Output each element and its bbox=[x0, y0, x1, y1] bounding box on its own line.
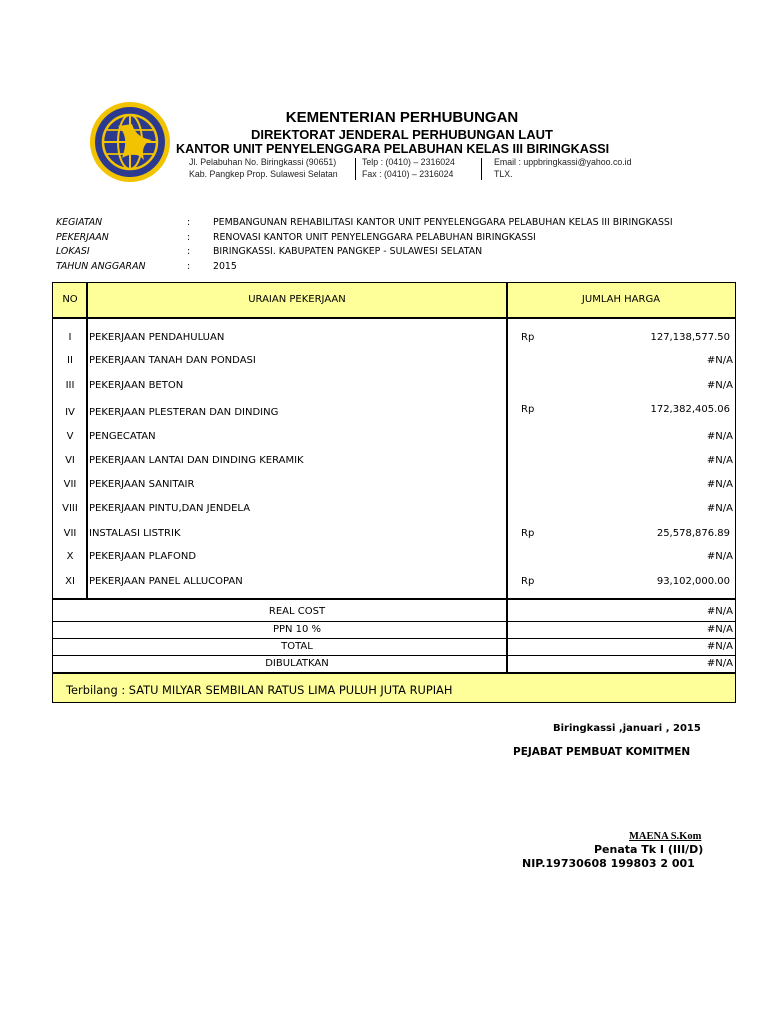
row-amount: #N/A bbox=[706, 380, 733, 391]
fax-text: Fax : (0410) – 2316024 bbox=[362, 169, 454, 179]
row-number: VII bbox=[63, 528, 77, 539]
signatory-rank: Penata Tk I (III/D) bbox=[594, 843, 704, 856]
info-label: LOKASI bbox=[56, 246, 90, 257]
row-description: PEKERJAAN PENDAHULUAN bbox=[89, 332, 225, 343]
info-value: 2015 bbox=[213, 261, 237, 272]
row-amount: #N/A bbox=[706, 551, 733, 562]
header-jumlah: JUMLAH HARGA bbox=[581, 294, 661, 305]
directorate-title: DIREKTORAT JENDERAL PERHUBUNGAN LAUT bbox=[251, 127, 553, 142]
row-number: II bbox=[67, 355, 73, 366]
row-number: I bbox=[68, 332, 72, 343]
row-currency: Rp bbox=[521, 404, 535, 415]
row-divider bbox=[52, 621, 736, 622]
column-divider bbox=[86, 283, 88, 598]
office-title: KANTOR UNIT PENYELENGGARA PELABUHAN KELAS III BIRINGKASSI bbox=[176, 142, 610, 156]
ministry-title: KEMENTERIAN PERHUBUNGAN bbox=[285, 109, 519, 126]
row-amount: 172,382,405.06 bbox=[650, 404, 730, 415]
row-amount: 93,102,000.00 bbox=[656, 576, 730, 587]
row-amount: #N/A bbox=[706, 355, 733, 366]
telp-text: Telp : (0410) – 2316024 bbox=[362, 157, 455, 167]
summary-amount: #N/A bbox=[706, 624, 733, 635]
row-amount: #N/A bbox=[706, 479, 733, 490]
summary-label: PPN 10 % bbox=[272, 624, 322, 635]
summary-label: TOTAL bbox=[281, 641, 313, 652]
row-description: PEKERJAAN BETON bbox=[89, 380, 184, 391]
row-number: V bbox=[66, 431, 74, 442]
signatory-nip: NIP.19730608 199803 2 001 bbox=[522, 857, 695, 870]
row-description: PEKERJAAN LANTAI DAN DINDING KERAMIK bbox=[89, 455, 304, 466]
info-separator: : bbox=[187, 232, 191, 243]
row-amount: #N/A bbox=[706, 431, 733, 442]
info-label: TAHUN ANGGARAN bbox=[56, 261, 146, 272]
row-number: VI bbox=[65, 455, 75, 466]
row-amount: #N/A bbox=[706, 503, 733, 514]
row-description: PENGECATAN bbox=[89, 431, 156, 442]
row-number: III bbox=[65, 380, 75, 391]
email-text: Email : uppbringkassi@yahoo.co.id bbox=[494, 157, 632, 167]
row-description: PEKERJAAN PLESTERAN DAN DINDING bbox=[89, 407, 279, 418]
row-description: INSTALASI LISTRIK bbox=[89, 528, 181, 539]
row-description: PEKERJAAN PINTU,DAN JENDELA bbox=[89, 503, 251, 514]
summary-amount: #N/A bbox=[706, 606, 733, 617]
row-number: VIII bbox=[62, 503, 78, 514]
row-description: PEKERJAAN PANEL ALLUCOPAN bbox=[89, 576, 243, 587]
row-number: XI bbox=[65, 576, 75, 587]
row-number: VII bbox=[63, 479, 77, 490]
terbilang-text: Terbilang : SATU MILYAR SEMBILAN RATUS LIMA PULUH JUTA RUPIAH bbox=[66, 683, 453, 697]
header-bottom-border bbox=[52, 317, 736, 319]
summary-label: REAL COST bbox=[268, 606, 326, 617]
info-value: RENOVASI KANTOR UNIT PENYELENGGARA PELABUHAN BIRINGKASSI bbox=[213, 232, 536, 243]
header-uraian: URAIAN PEKERJAAN bbox=[248, 294, 346, 305]
row-amount: 127,138,577.50 bbox=[650, 332, 730, 343]
row-description: PEKERJAAN SANITAIR bbox=[89, 479, 195, 490]
row-currency: Rp bbox=[521, 576, 535, 587]
header-no: NO bbox=[62, 294, 78, 305]
info-label: KEGIATAN bbox=[56, 217, 103, 228]
info-value: BIRINGKASSI. KABUPATEN PANGKEP - SULAWESI SELATAN bbox=[213, 246, 483, 257]
signatory-name: MAENA S.Kom bbox=[629, 831, 702, 842]
summary-amount: #N/A bbox=[706, 658, 733, 669]
ministry-logo-icon bbox=[88, 100, 172, 184]
letterhead-divider bbox=[355, 158, 356, 180]
tlx-text: TLX. bbox=[494, 169, 513, 179]
signatory-title: PEJABAT PEMBUAT KOMITMEN bbox=[513, 746, 691, 758]
row-amount: 25,578,876.89 bbox=[656, 528, 730, 539]
summary-amount: #N/A bbox=[706, 641, 733, 652]
summary-label: DIBULATKAN bbox=[265, 658, 329, 669]
row-currency: Rp bbox=[521, 528, 535, 539]
info-separator: : bbox=[187, 261, 191, 272]
row-divider bbox=[52, 638, 736, 639]
row-number: IV bbox=[65, 407, 75, 418]
row-description: PEKERJAAN TANAH DAN PONDASI bbox=[89, 355, 256, 366]
row-number: X bbox=[66, 551, 74, 562]
address-line-1: Jl. Pelabuhan No. Biringkassi (90651) bbox=[189, 157, 337, 167]
info-label: PEKERJAAN bbox=[56, 232, 109, 243]
letterhead-divider bbox=[481, 158, 482, 180]
summary-top-border bbox=[52, 598, 736, 600]
info-value: PEMBANGUNAN REHABILITASI KANTOR UNIT PENYELENGGARA PELABUHAN KELAS III BIRINGKASSI bbox=[213, 217, 673, 228]
address-line-2: Kab. Pangkep Prop. Sulawesi Selatan bbox=[189, 169, 338, 179]
row-divider bbox=[52, 655, 736, 656]
row-amount: #N/A bbox=[706, 455, 733, 466]
info-separator: : bbox=[187, 217, 191, 228]
cost-summary-table bbox=[52, 282, 736, 703]
row-currency: Rp bbox=[521, 332, 535, 343]
row-description: PEKERJAAN PLAFOND bbox=[89, 551, 197, 562]
column-divider bbox=[506, 283, 508, 673]
info-separator: : bbox=[187, 246, 191, 257]
place-date: Biringkassi ,januari , 2015 bbox=[553, 723, 701, 734]
